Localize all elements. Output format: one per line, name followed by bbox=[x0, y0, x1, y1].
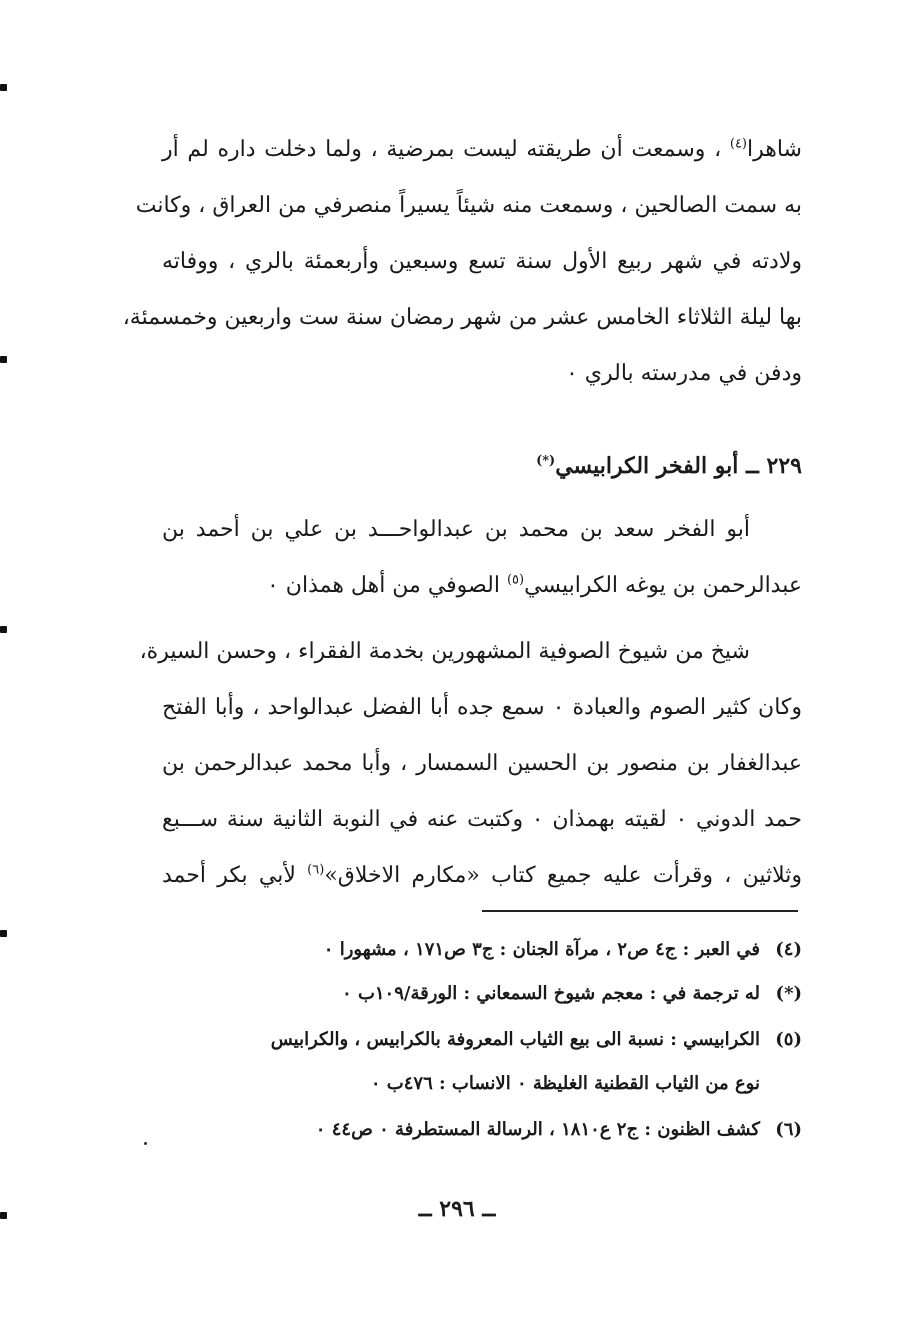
footnote-ref: (٥) bbox=[506, 572, 525, 588]
text-line: ودفن في مدرسته بالري ٠ bbox=[565, 361, 802, 386]
text-line: عبدالرحمن بن يوغه الكرابيسي$^{(٥)}$ الصوفي من أهل همذان ٠ bbox=[266, 572, 802, 598]
footnote: (*)له ترجمة في : معجم شيوخ السمعاني : الورقة/١٠٩ب ٠ bbox=[162, 972, 802, 1016]
footnote-mark: (٤) bbox=[775, 939, 802, 960]
margin-mark bbox=[0, 356, 7, 363]
text-line: بها ليلة الثلاثاء الخامس عشر من شهر رمضان سنة ست واربعين وخمسمئة، bbox=[122, 305, 802, 330]
paragraph-top bbox=[122, 124, 802, 394]
entry-heading: ٢٢٩ ــ أبو الفخر الكرابيسي(*) bbox=[536, 453, 802, 479]
footnote-mark: (*) bbox=[775, 983, 802, 1004]
text-line: ولادته في شهر ربيع الأول سنة تسع وسبعين وأربعمئة بالري ، ووفاته bbox=[162, 249, 802, 274]
margin-mark bbox=[0, 84, 7, 91]
entry-section bbox=[139, 446, 803, 896]
margin-mark bbox=[0, 930, 7, 937]
speck bbox=[144, 1142, 147, 1145]
footnote-mark: (٦) bbox=[775, 1119, 802, 1140]
footnote-separator bbox=[482, 910, 798, 912]
margin-mark bbox=[0, 626, 7, 633]
text-line: عبدالغفار بن منصور بن الحسين السمسار ، وأبا محمد عبدالرحمن بن bbox=[162, 751, 802, 776]
text-line: وثلاثين ، وقرأت عليه جميع كتاب «مكارم الاخلاق»$^{(٦)}$ لأبي بكر أحمد bbox=[162, 862, 802, 888]
footnote-ref: (٦) bbox=[307, 862, 325, 878]
footnote: (٤)في العبر : ج٤ ص٢ ، مرآة الجنان : ج٣ ص١٧١ ، مشهورا ٠ bbox=[162, 928, 802, 972]
text-line: أبو الفخر سعد بن محمد بن عبدالواحـــد بن علي بن أحمد بن bbox=[162, 517, 750, 542]
text-line: شاهرا$^{(٤)}$ ، وسمعت أن طريقته ليست بمرضية ، ولما دخلت داره لم أر bbox=[162, 136, 802, 162]
text-line: شيخ من شيوخ الصوفية المشهورين بخدمة الفقراء ، وحسن السيرة، bbox=[139, 639, 750, 664]
text-line: به سمت الصالحين ، وسمعت منه شيئاً يسيراً منصرفي من العراق ، وكانت bbox=[135, 193, 802, 218]
footnotes bbox=[162, 928, 802, 1158]
footnote: (٦)كشف الظنون : ج٢ ع١٨١٠ ، الرسالة المستطرفة ٠ ص٤٤ ٠ bbox=[162, 1108, 802, 1152]
footnote-ref: (٤) bbox=[729, 136, 747, 152]
footnote-continuation: نوع من الثياب القطنية الغليظة ٠ الانساب : ٤٧٦ب ٠ bbox=[370, 1073, 760, 1094]
footnote: (٥)الكرابيسي : نسبة الى بيع الثياب المعروفة بالكرابيس ، والكرابيس bbox=[162, 1018, 802, 1062]
text-line: وكان كثير الصوم والعبادة ٠ سمع جده أبا الفضل عبدالواحد ، وأبا الفتح bbox=[162, 695, 803, 720]
footnote-mark: (٥) bbox=[775, 1029, 802, 1050]
footnote-ref: (*) bbox=[536, 453, 556, 469]
page-number: ــ ٢٩٦ ــ bbox=[418, 1196, 496, 1222]
text-line: حمد الدوني ٠ لقيته بهمذان ٠ وكتبت عنه في النوبة الثانية سنة ســـبع bbox=[162, 807, 802, 832]
